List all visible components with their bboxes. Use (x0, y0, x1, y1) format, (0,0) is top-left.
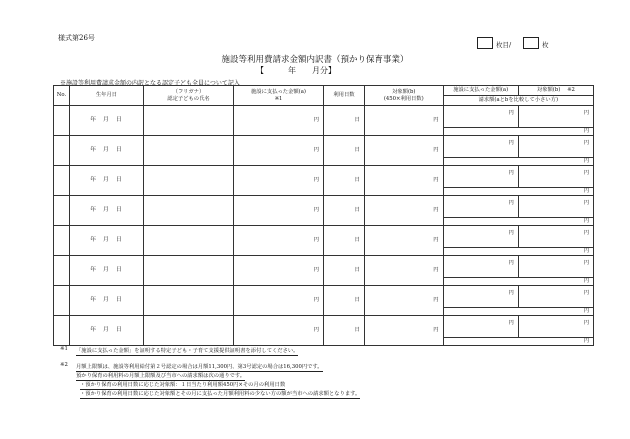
paid-amount-2-field[interactable] (443, 196, 518, 218)
paid-amount-unit: 円 (313, 177, 319, 184)
billing-period (256, 65, 336, 76)
days-field[interactable] (323, 196, 364, 226)
birth-year-label: 年 (90, 327, 98, 334)
paid-amount-unit: 円 (313, 117, 319, 124)
table-row (54, 106, 594, 128)
target-amount-2-field[interactable] (518, 196, 593, 218)
target-amount-2-field[interactable] (518, 256, 593, 278)
footnote-2-line-3-text: ・預かり保育の利用日数に応じた対象額：１日当たり利用額450円×その月の利用日数 (80, 382, 286, 388)
header-days: 利用日数 (323, 86, 364, 106)
table-row (54, 256, 594, 278)
claim-amount-field[interactable] (443, 158, 593, 166)
paid-amount-unit: 円 (313, 327, 319, 334)
header-target2-label: 対象額(b) (536, 87, 561, 94)
footnote-2-line-4-text: ・預かり保育の利用日数に応じた対象額とその月に支払った月額利用料の少ない方の額が当市への請求額となります。 (80, 391, 361, 397)
days-field[interactable] (323, 166, 364, 196)
birth-day-label: 日 (115, 237, 123, 244)
birth-day-label: 日 (115, 297, 123, 304)
target-amount-2-field[interactable] (518, 166, 593, 188)
target-amount-field[interactable] (364, 196, 443, 226)
days-field[interactable] (323, 286, 364, 316)
birth-date-field[interactable] (69, 106, 143, 136)
paid-amount-2-unit: 円 (508, 200, 514, 206)
page-total-field[interactable] (523, 37, 539, 49)
days-unit: 日 (354, 147, 360, 154)
paid-amount-2-unit: 円 (508, 170, 514, 176)
paid-amount-2-field[interactable] (443, 316, 518, 338)
birth-year-label: 年 (90, 117, 98, 124)
days-unit: 日 (354, 207, 360, 214)
target-amount-field[interactable] (364, 106, 443, 136)
claim-amount-unit: 円 (583, 308, 589, 315)
days-field[interactable] (323, 136, 364, 166)
footnote-2-line-2 (76, 371, 245, 379)
table-row (54, 166, 594, 188)
birth-day-label: 日 (115, 207, 123, 214)
claim-amount-unit: 円 (583, 338, 589, 345)
paid-amount-field[interactable] (233, 226, 323, 256)
row-no[interactable] (54, 316, 70, 346)
claim-amount-field[interactable] (443, 188, 593, 196)
paid-amount-field[interactable] (233, 196, 323, 226)
header-paid-amount (233, 86, 323, 106)
footnote-2-line-4 (80, 389, 360, 397)
target-amount-unit: 円 (433, 267, 439, 274)
claim-amount-unit: 円 (583, 128, 589, 135)
birth-year-label: 年 (90, 297, 98, 304)
target-amount-2-field[interactable] (518, 106, 593, 128)
claim-amount-field[interactable] (443, 338, 593, 346)
paid-amount-field[interactable] (233, 256, 323, 286)
row-no[interactable] (54, 106, 70, 136)
header-target2-note: ※2 (567, 87, 575, 94)
table-row (54, 316, 594, 338)
days-field[interactable] (323, 316, 364, 346)
paid-amount-field[interactable] (233, 106, 323, 136)
row-no[interactable] (54, 226, 70, 256)
target-amount-unit: 円 (433, 177, 439, 184)
days-field[interactable] (323, 226, 364, 256)
row-no[interactable] (54, 286, 70, 316)
target-amount-field[interactable] (364, 166, 443, 196)
child-name-field[interactable] (143, 166, 233, 196)
birth-day-label: 日 (115, 117, 123, 124)
birth-month-label: 月 (103, 237, 110, 244)
birth-month-label: 月 (103, 207, 110, 214)
child-name-field[interactable] (143, 256, 233, 286)
days-unit: 日 (354, 237, 360, 244)
paid-amount-unit: 円 (313, 147, 319, 154)
period-month-label: 月分 (312, 66, 328, 75)
row-no[interactable] (54, 196, 70, 226)
paid-amount-2-field[interactable] (443, 166, 518, 188)
birth-day-label: 日 (115, 147, 123, 154)
claim-amount-unit: 円 (583, 218, 589, 225)
birth-month-label: 月 (103, 297, 110, 304)
claim-amount-unit: 円 (583, 278, 589, 285)
paid-amount-unit: 円 (313, 207, 319, 214)
target-amount-unit: 円 (433, 327, 439, 334)
claim-amount-unit: 円 (583, 158, 589, 165)
days-unit: 日 (354, 177, 360, 184)
document-title: 施設等利用費請求金額内訳書（預かり保育事業） (221, 55, 409, 65)
birth-date-field[interactable] (69, 226, 143, 256)
birth-date-field[interactable] (69, 196, 143, 226)
birth-month-label: 月 (103, 117, 110, 124)
table-row (54, 286, 594, 308)
days-unit: 日 (354, 327, 360, 334)
birth-year-label: 年 (90, 237, 98, 244)
footnote-1-underlined: 「施設に支払った金額」を証明する特定子ども・子育て支援提供証明書を添付してください。 (76, 348, 299, 354)
target-amount-2-unit: 円 (583, 320, 589, 326)
header-target-label: 対象額(b) (392, 89, 416, 96)
period-close-bracket: 】 (328, 66, 336, 75)
target-amount-2-unit: 円 (583, 200, 589, 206)
target-amount-2-field[interactable] (518, 226, 593, 248)
paid-amount-2-field[interactable] (443, 106, 518, 128)
target-amount-field[interactable] (364, 286, 443, 316)
paid-amount-2-unit: 円 (508, 140, 514, 146)
birth-month-label: 月 (103, 177, 110, 184)
claim-amount-unit: 円 (583, 248, 589, 255)
days-unit: 日 (354, 267, 360, 274)
paid-amount-2-field[interactable] (443, 226, 518, 248)
table-row (54, 136, 594, 158)
header-kana: （フリガナ） (172, 89, 205, 96)
paid-amount-2-unit: 円 (508, 230, 514, 236)
row-no[interactable] (54, 256, 70, 286)
birth-month-label: 月 (103, 327, 110, 334)
table-row (54, 196, 594, 218)
paid-amount-field[interactable] (233, 286, 323, 316)
claim-amount-field[interactable] (443, 248, 593, 256)
target-amount-2-unit: 円 (583, 230, 589, 236)
birth-date-field[interactable] (69, 256, 143, 286)
target-amount-unit: 円 (433, 297, 439, 304)
target-amount-2-field[interactable] (518, 286, 593, 308)
birth-date-field[interactable] (69, 316, 143, 346)
days-unit: 日 (354, 117, 360, 124)
birth-year-label: 年 (90, 207, 98, 214)
page-current-label: 枚目/ (496, 41, 512, 49)
birth-month-label: 月 (103, 267, 110, 274)
page-current-field[interactable] (477, 37, 493, 49)
target-amount-2-unit: 円 (583, 170, 589, 176)
row-no[interactable] (54, 136, 70, 166)
target-amount-unit: 円 (433, 117, 439, 124)
header-target-sub: (450×利用日数) (383, 95, 424, 102)
paid-amount-2-unit: 円 (508, 110, 514, 116)
birth-month-label: 月 (103, 147, 110, 154)
paid-amount-unit: 円 (313, 267, 319, 274)
target-amount-2-unit: 円 (583, 260, 589, 266)
header-target-amount-2 (518, 86, 593, 96)
footnote-2-line-3 (80, 380, 285, 388)
paid-amount-unit: 円 (313, 297, 319, 304)
birth-date-field[interactable] (69, 136, 143, 166)
target-amount-unit: 円 (433, 147, 439, 154)
target-amount-unit: 円 (433, 237, 439, 244)
footnote-2-line-1 (76, 362, 323, 370)
target-amount-field[interactable] (364, 136, 443, 166)
birth-date-field[interactable] (69, 166, 143, 196)
table-row (54, 226, 594, 248)
target-amount-field[interactable] (364, 256, 443, 286)
header-paid-amount-2: 施設に支払った金額(a) (443, 86, 518, 96)
target-amount-2-field[interactable] (518, 316, 593, 338)
birth-day-label: 日 (115, 327, 123, 334)
child-name-field[interactable] (143, 196, 233, 226)
birth-year-label: 年 (90, 147, 98, 154)
header-paid-label: 施設に支払った金額(a) (251, 89, 306, 96)
paid-amount-2-unit: 円 (508, 290, 514, 296)
paid-amount-2-field[interactable] (443, 256, 518, 278)
birth-day-label: 日 (115, 177, 123, 184)
paid-amount-2-field[interactable] (443, 136, 518, 158)
claim-amount-field[interactable] (443, 308, 593, 316)
header-claim-amount: 請求額(aとbを比較して小さい方) (443, 96, 593, 106)
birth-year-label: 年 (90, 267, 98, 274)
paid-amount-field[interactable] (233, 166, 323, 196)
child-name-field[interactable] (143, 136, 233, 166)
days-field[interactable] (323, 106, 364, 136)
footnote-1-text (76, 346, 298, 354)
claim-amount-field[interactable] (443, 218, 593, 226)
paid-amount-2-unit: 円 (508, 260, 514, 266)
target-amount-unit: 円 (433, 207, 439, 214)
birth-day-label: 日 (115, 267, 123, 274)
child-name-field[interactable] (143, 106, 233, 136)
footnote-1-mark: ※1 (60, 346, 68, 352)
period-year-label: 年 (288, 66, 296, 75)
claim-amount-unit: 円 (583, 188, 589, 195)
form-number: 様式第26号 (58, 34, 95, 42)
target-amount-field[interactable] (364, 226, 443, 256)
claim-amount-field[interactable] (443, 278, 593, 286)
row-no[interactable] (54, 166, 70, 196)
claim-amount-field[interactable] (443, 128, 593, 136)
birth-date-field[interactable] (69, 286, 143, 316)
target-amount-2-unit: 円 (583, 290, 589, 296)
intro-note: ※施設等利用費請求金額の内訳となる認定子ども全員について記入 (60, 80, 240, 87)
child-name-field[interactable] (143, 226, 233, 256)
paid-amount-unit: 円 (313, 237, 319, 244)
target-amount-2-field[interactable] (518, 136, 593, 158)
header-birth-date: 生年月日 (69, 86, 143, 106)
period-open-bracket: 【 (256, 66, 264, 75)
target-amount-2-unit: 円 (583, 140, 589, 146)
child-name-field[interactable] (143, 286, 233, 316)
footnote-2-line-2-text: 預かり保育の利用料の月額上限額及び当市への請求額は次の通りです。 (76, 373, 246, 379)
header-child-name (143, 86, 233, 106)
paid-amount-field[interactable] (233, 316, 323, 346)
paid-amount-2-field[interactable] (443, 286, 518, 308)
detail-table (53, 85, 594, 346)
paid-amount-2-unit: 円 (508, 320, 514, 326)
days-field[interactable] (323, 256, 364, 286)
target-amount-field[interactable] (364, 316, 443, 346)
days-unit: 日 (354, 297, 360, 304)
header-paid-note: ※1 (274, 95, 283, 102)
footnote-2-line-1-text: 月額上限額は、施設等利用給付第２号認定の場合は月額11,300円、第3号認定の場合は16,300円です。 (76, 364, 323, 370)
header-target-amount (364, 86, 443, 106)
target-amount-2-unit: 円 (583, 110, 589, 116)
birth-year-label: 年 (90, 177, 98, 184)
paid-amount-field[interactable] (233, 136, 323, 166)
header-child-name-label: 認定子どもの氏名 (167, 95, 210, 102)
child-name-field[interactable] (143, 316, 233, 346)
page-total-label: 枚 (542, 41, 549, 49)
footnote-2-mark: ※2 (60, 362, 68, 368)
header-no: No. (54, 86, 70, 106)
